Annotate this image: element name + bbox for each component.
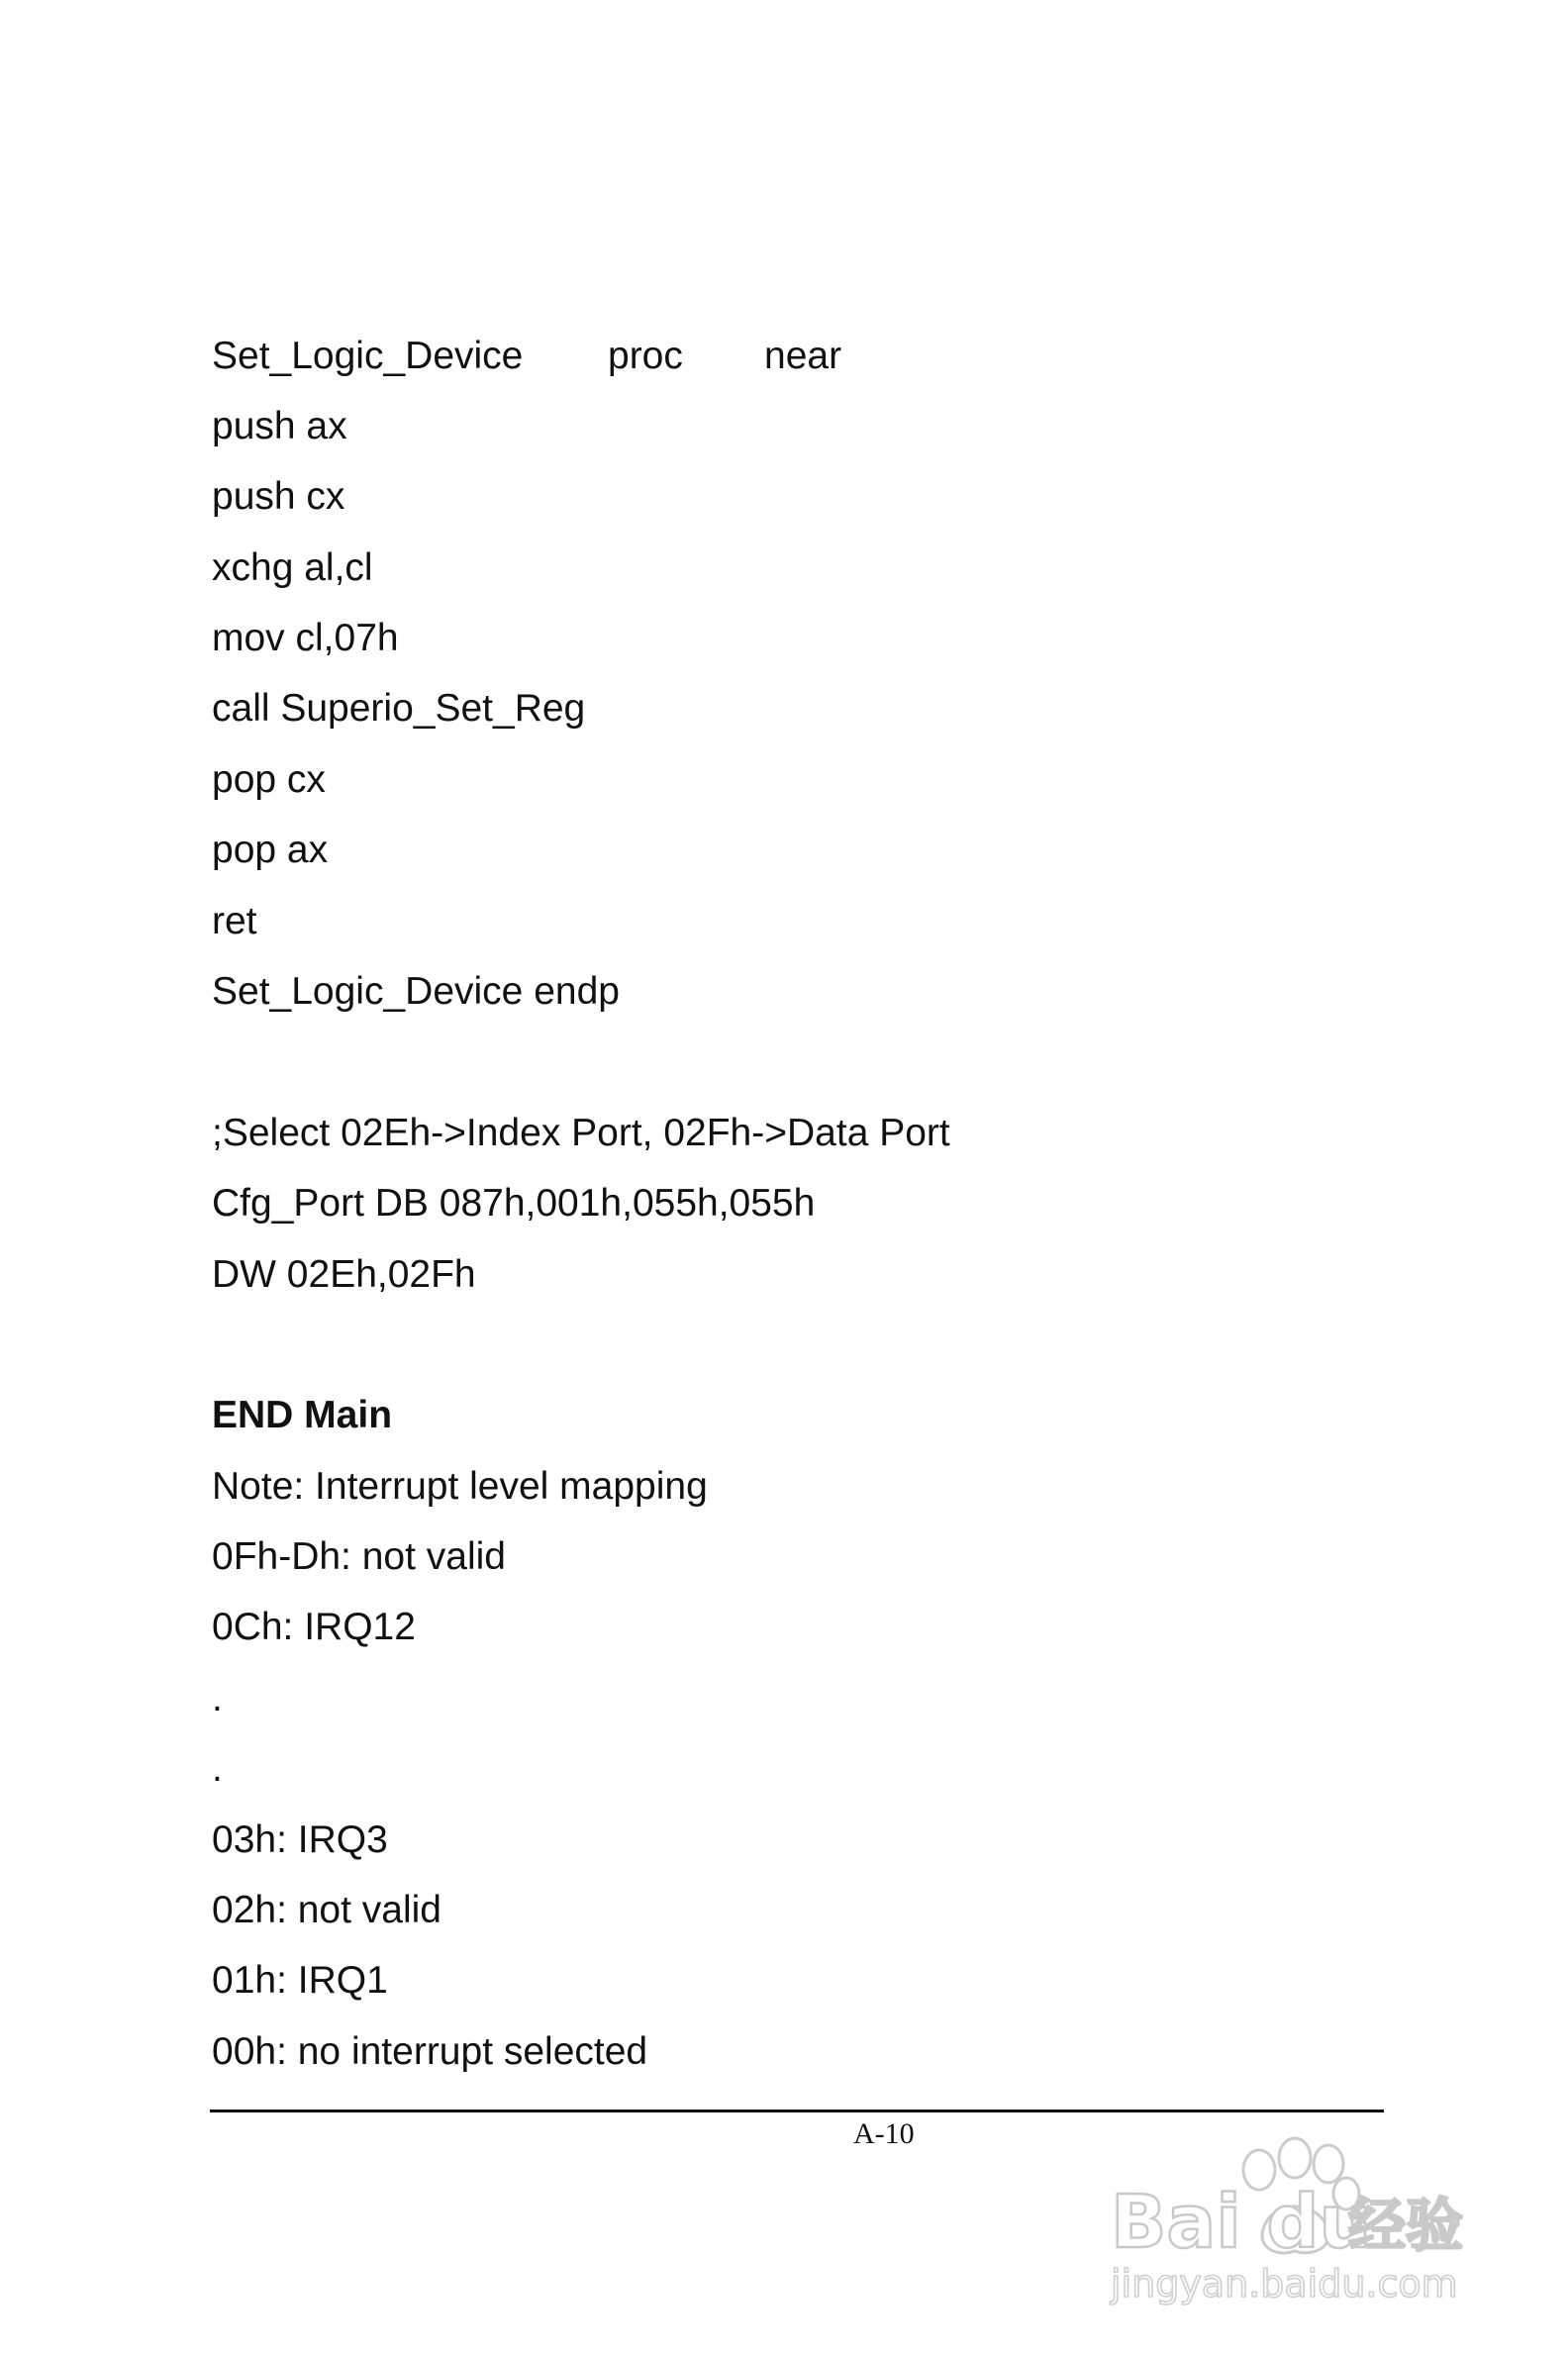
- code-line: pop ax: [212, 829, 329, 871]
- code-line: push ax: [212, 405, 347, 447]
- irq-mapping-entry: 0Ch: IRQ12: [212, 1606, 416, 1648]
- irq-mapping-entry: 03h: IRQ3: [212, 1818, 388, 1861]
- watermark-brand: Bai du: [1111, 2180, 1372, 2265]
- irq-mapping-entry: 02h: not valid: [212, 1889, 442, 1931]
- code-line: call Superio_Set_Reg: [212, 687, 586, 730]
- page-number: A-10: [853, 2117, 915, 2150]
- dw-line: DW 02Eh,02Fh: [212, 1253, 476, 1296]
- irq-mapping-entry: 01h: IRQ1: [212, 1959, 388, 2002]
- near-keyword: near: [764, 335, 842, 377]
- code-line: xchg al,cl: [212, 546, 373, 589]
- footer-divider: [210, 2110, 1384, 2112]
- proc-declaration: [212, 333, 841, 380]
- code-line: mov cl,07h: [212, 617, 399, 659]
- code-line: ret: [212, 900, 257, 942]
- cfg-port-line: Cfg_Port DB 087h,001h,055h,055h: [212, 1182, 816, 1225]
- proc-keyword: proc: [608, 335, 683, 377]
- proc-name: Set_Logic_Device: [212, 335, 524, 377]
- ellipsis-dot: .: [212, 1677, 223, 1719]
- irq-mapping-entry: 00h: no interrupt selected: [212, 2030, 648, 2073]
- watermark-url: jingyan.baidu.com: [1111, 2262, 1458, 2306]
- port-comment: ;Select 02Eh->Index Port, 02Fh->Data Port: [212, 1112, 950, 1154]
- code-line: Set_Logic_Device endp: [212, 970, 620, 1013]
- note-title: Note: Interrupt level mapping: [212, 1465, 708, 1508]
- baidu-jingyan-watermark: [1089, 2118, 1485, 2316]
- ellipsis-dot: .: [212, 1747, 223, 1790]
- code-line: pop cx: [212, 758, 326, 801]
- code-line: push cx: [212, 475, 345, 518]
- watermark-cjk: 经验: [1348, 2192, 1464, 2259]
- end-main-heading: END Main: [212, 1394, 393, 1436]
- irq-mapping-entry: 0Fh-Dh: not valid: [212, 1535, 506, 1578]
